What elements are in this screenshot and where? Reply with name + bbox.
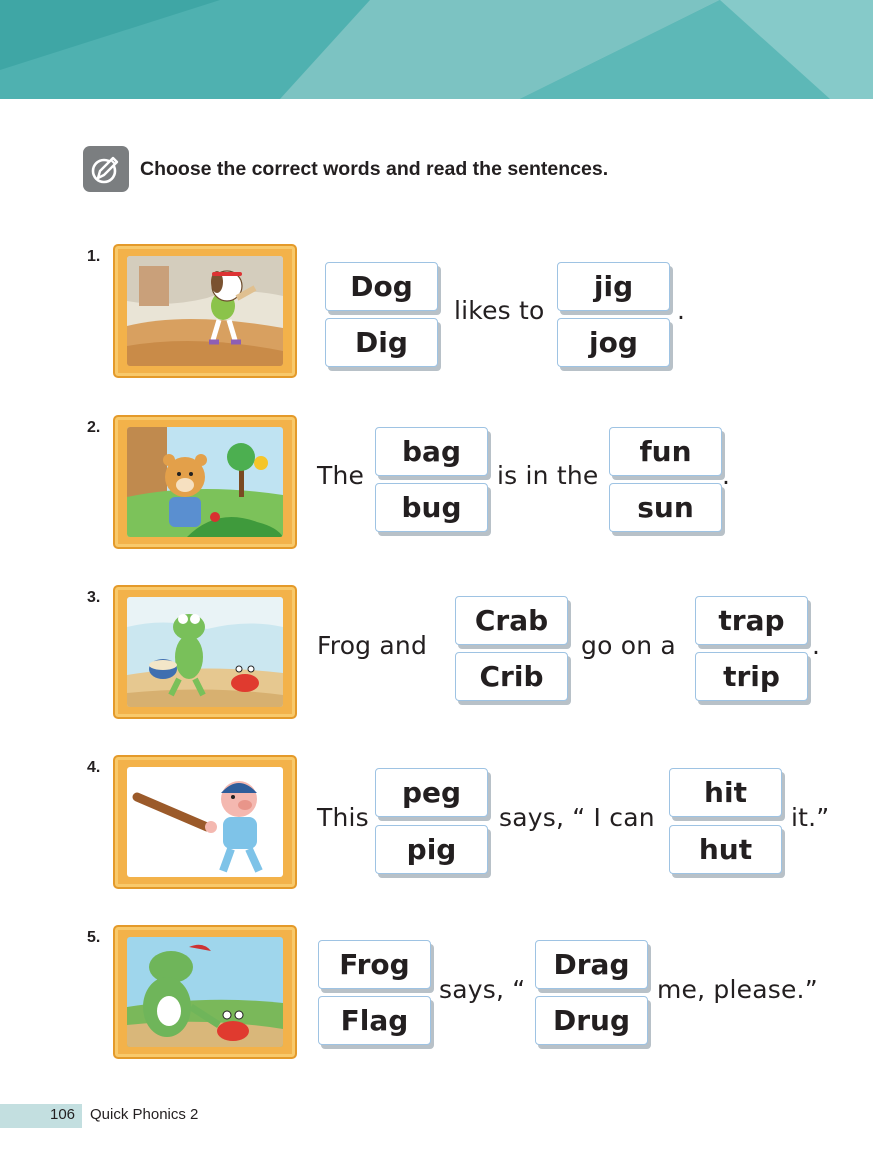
choice-option[interactable]: sun	[609, 483, 722, 532]
sentence-text: This	[317, 803, 369, 832]
exercise-number: 5.	[87, 929, 101, 946]
choice-option[interactable]: Drag	[535, 940, 648, 989]
sentence-text: says, “ I can	[499, 803, 655, 832]
illustration-frame	[113, 415, 297, 549]
sentence-text: Frog and	[317, 631, 428, 660]
page-number: 106	[50, 1106, 76, 1123]
sentence-text: likes to	[454, 296, 545, 325]
sentence-text: is in the	[497, 461, 599, 490]
sentence-text: says, “	[439, 975, 526, 1004]
exercise-4	[0, 755, 873, 889]
choice-option[interactable]: Crib	[455, 652, 568, 701]
exercise-number: 2.	[87, 419, 101, 436]
exercise-number: 1.	[87, 248, 101, 265]
choice-option[interactable]: jog	[557, 318, 670, 367]
book-title: Quick Phonics 2	[90, 1106, 199, 1123]
choice-option[interactable]: pig	[375, 825, 488, 874]
choice-option[interactable]: Frog	[318, 940, 431, 989]
sentence-text: it.”	[791, 803, 830, 832]
illustration-frame	[113, 925, 297, 1059]
choice-option[interactable]: Drug	[535, 996, 648, 1045]
choice-option[interactable]: bag	[375, 427, 488, 476]
sentence-text: me, please.”	[657, 975, 818, 1004]
exercise-number: 4.	[87, 759, 101, 776]
exercise-3	[0, 585, 873, 719]
exercise-2	[0, 415, 873, 549]
choice-option[interactable]: Dig	[325, 318, 438, 367]
pig-with-bat-illustration	[127, 767, 283, 877]
illustration-frame	[113, 585, 297, 719]
exercise-1	[0, 244, 873, 378]
instruction-text: Choose the correct words and read the sentences.	[140, 157, 609, 180]
sentence-text: The	[317, 461, 365, 490]
dog-jogging-illustration	[127, 256, 283, 366]
choice-option[interactable]: jig	[557, 262, 670, 311]
choice-option[interactable]: Flag	[318, 996, 431, 1045]
choice-option[interactable]: hut	[669, 825, 782, 874]
instruction-row	[83, 146, 608, 192]
sentence-text: go on a	[581, 631, 676, 660]
choice-option[interactable]: bug	[375, 483, 488, 532]
choice-option[interactable]: trip	[695, 652, 808, 701]
sentence-text: .	[677, 296, 686, 325]
exercise-number: 3.	[87, 589, 101, 606]
sentence-text: .	[722, 461, 731, 490]
choice-option[interactable]: Crab	[455, 596, 568, 645]
choice-option[interactable]: hit	[669, 768, 782, 817]
pencil-icon	[83, 146, 129, 192]
choice-option[interactable]: fun	[609, 427, 722, 476]
exercise-5	[0, 925, 873, 1059]
frog-and-crab-illustration	[127, 597, 283, 707]
choice-option[interactable]: trap	[695, 596, 808, 645]
illustration-frame	[113, 755, 297, 889]
sentence-text: .	[812, 631, 821, 660]
header-banner	[0, 0, 873, 99]
bear-with-bug-illustration	[127, 427, 283, 537]
frog-dragging-crab-illustration	[127, 937, 283, 1047]
choice-option[interactable]: peg	[375, 768, 488, 817]
illustration-frame	[113, 244, 297, 378]
choice-option[interactable]: Dog	[325, 262, 438, 311]
